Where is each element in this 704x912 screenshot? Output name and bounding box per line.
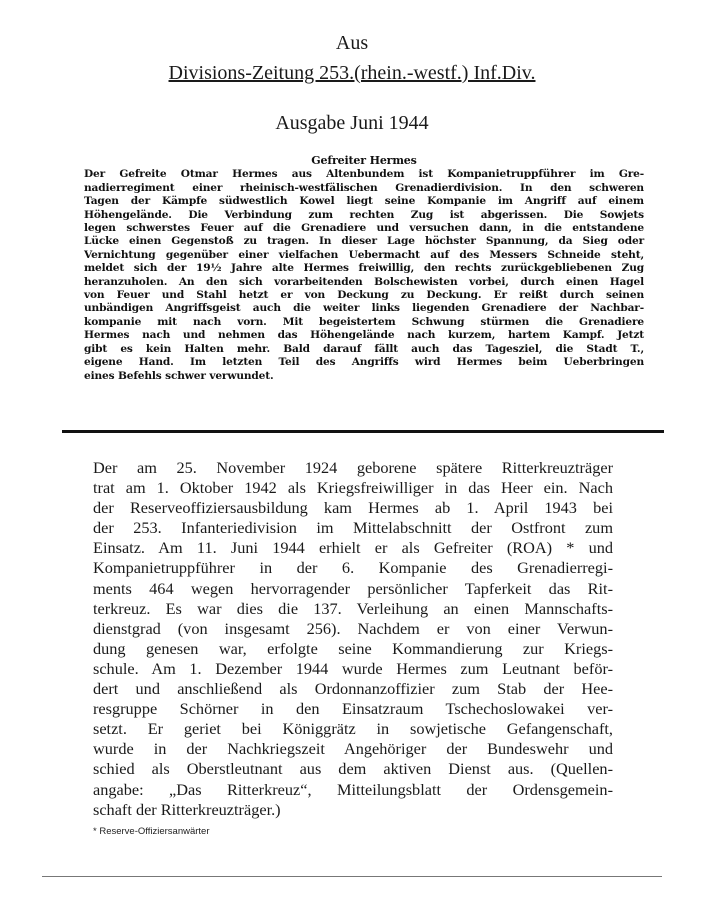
body-line: dienstgrad (von insgesamt 256). Nachdem er von einer Verwun- — [93, 618, 613, 638]
newspaper-clipping — [84, 154, 644, 383]
body-line: schied als Oberstleutnant aus dem aktiven Dienst aus. (Quellen- — [93, 759, 613, 779]
body-line: trat am 1. Oktober 1942 als Kriegsfreiwilliger in das Heer ein. Nach — [93, 478, 613, 498]
body-line: dert und anschließend als Ordonnanzoffizier zum Stab der Hee- — [93, 679, 613, 699]
clipping-line: Vernichtung gegenüber einer vielfachen Uebermacht auf des Messers Schneide steht, — [84, 248, 644, 261]
biography-text — [93, 458, 613, 820]
source-title: Divisions-Zeitung 253.(rhein.-westf.) Inf.Div. — [168, 62, 536, 84]
section-divider — [62, 430, 664, 433]
body-line: der 253. Infanteriedivision im Mittelabschnitt der Ostfront zum — [93, 518, 613, 538]
clipping-line: Lücke einen Gegenstoß zu tragen. In dieser Lage höchster Spannung, da Sieg oder — [84, 235, 644, 248]
clipping-line: Höhengelände. Die Verbindung zum rechten Zug ist abgerissen. Die Sowjets — [84, 208, 644, 221]
clipping-line: legen schwerstes Feuer auf die Grenadiere und versuchen dann, in die entstandene — [84, 222, 644, 235]
body-line: wurde in der Nachkriegszeit Angehöriger der Bundeswehr und — [93, 739, 613, 759]
body-line: der Reserveoffiziersausbildung kam Hermes ab 1. April 1943 bei — [93, 498, 613, 518]
source-prefix: Aus — [335, 32, 369, 54]
body-line: schaft der Ritterkreuzträger.) — [93, 799, 281, 819]
body-line: ments 464 wegen hervorragender persönlicher Tapferkeit das Rit- — [93, 578, 613, 598]
body-line: angabe: „Das Ritterkreuz“, Mitteilungsblatt der Ordensgemein- — [93, 779, 613, 799]
bottom-divider — [42, 876, 662, 877]
body-line: terkreuz. Es war dies die 137. Verleihung an einen Mannschafts- — [93, 598, 613, 618]
clipping-line: kompanie mit nach vorn. Mit begeistertem Schwung stürmen die Grenadiere — [84, 315, 644, 328]
clipping-line: Hermes nach und nehmen das Höhengelände nach kurzem, hartem Kampf. Jetzt — [84, 329, 644, 342]
clipping-line: Tagen der Kämpfe südwestlich Kowel liegt seine Kompanie im Angriff auf einem — [84, 195, 644, 208]
clipping-line: heranzuholen. An den sich vorarbeitenden Bolschewisten vorbei, durch einen Hagel — [84, 275, 644, 288]
clipping-line: eines Befehls schwer verwundet. — [84, 369, 274, 382]
body-line: resgruppe Schörner in den Einsatzraum Tschechoslowakei ver- — [93, 699, 613, 719]
footnote: * Reserve-Offiziersanwärter — [93, 826, 210, 837]
body-line: dung genesen war, erfolgte seine Kommandierung zur Kriegs- — [93, 638, 613, 658]
clipping-line: von Feuer und Stahl hetzt er von Deckung zu Deckung. Er reißt durch seinen — [84, 289, 644, 302]
body-line: schule. Am 1. Dezember 1944 wurde Hermes zum Leutnant beför- — [93, 658, 613, 678]
clipping-line: gibt es kein Halten mehr. Bald darauf fällt auch das Tagesziel, die Stadt T., — [84, 342, 644, 355]
issue-date: Ausgabe Juni 1944 — [275, 112, 429, 134]
clipping-line: eigene Hand. Im letzten Teil des Angriffs wird Hermes beim Ueberbringen — [84, 356, 644, 369]
body-line: setzt. Er geriet bei Königgrätz in sowjetische Gefangenschaft, — [93, 719, 613, 739]
clipping-line: unbändigen Angriffsgeist auch die weiter links liegenden Grenadiere der Nachbar- — [84, 302, 644, 315]
clipping-line: Der Gefreite Otmar Hermes aus Altenbundem ist Kompanietruppführer im Gre- — [84, 168, 644, 181]
clipping-line: meldet sich der 19½ Jahre alte Hermes freiwillig, den rechts zurückgebliebenen Zug — [84, 262, 644, 275]
body-line: Einsatz. Am 11. Juni 1944 erhielt er als Gefreiter (ROA) * und — [93, 538, 613, 558]
clipping-title: Gefreiter Hermes — [311, 154, 417, 167]
body-line: Der am 25. November 1924 geborene spätere Ritterkreuzträger — [93, 458, 613, 477]
clipping-line: nadierregiment einer rheinisch-westfälischen Grenadierdivision. In den schweren — [84, 181, 644, 194]
body-line: Kompanietruppführer in der 6. Kompanie des Grenadierregi- — [93, 558, 613, 578]
